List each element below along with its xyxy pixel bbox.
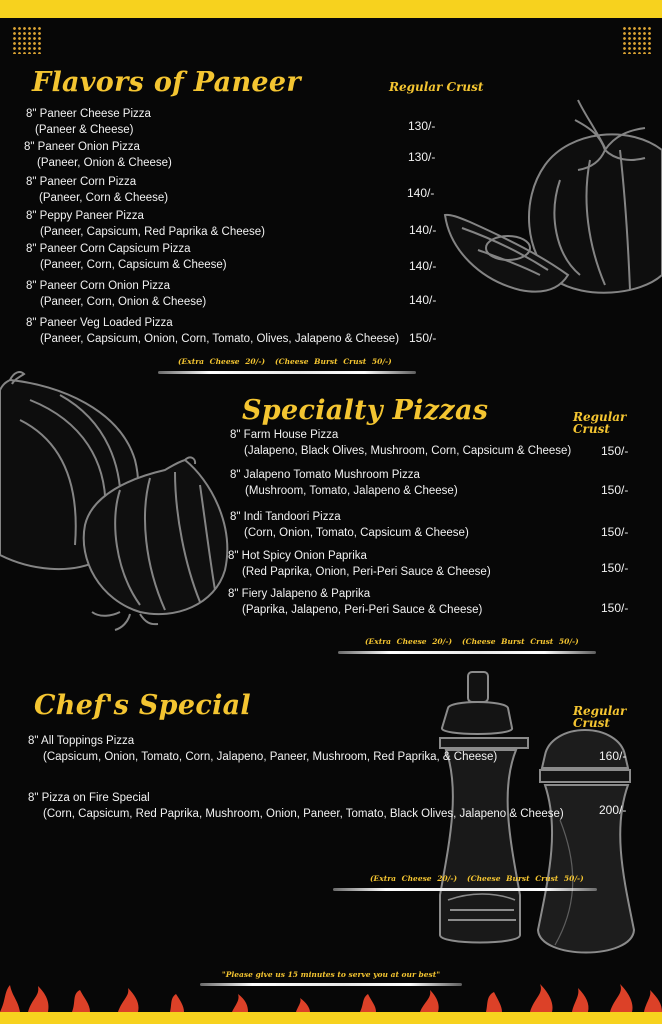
section-title-flavors-of-paneer: Flavors of Paneer [32, 67, 301, 98]
item-name: 8" Paneer Corn Pizza [26, 176, 137, 188]
item-price: 140/- [407, 186, 435, 200]
item-name: 8" Jalapeno Tomato Mushroom Pizza [230, 469, 420, 481]
cheese-burst-note: (Cheese Burst Crust 50/-) [275, 357, 392, 366]
item-price: 140/- [409, 259, 437, 273]
item-description: (Paprika, Jalapeno, Peri-Peri Sauce & Cheese) [242, 604, 483, 616]
item-price: 200/- [599, 803, 627, 817]
item-name: 8" Paneer Veg Loaded Pizza [26, 317, 173, 329]
item-price: 130/- [408, 150, 436, 164]
item-name: 8" Paneer Corn Capsicum Pizza [26, 243, 191, 255]
extra-cheese-note: (Extra Cheese 20/-) [365, 637, 453, 646]
item-name: 8" All Toppings Pizza [28, 735, 135, 747]
item-description: (Paneer, Corn, Capsicum & Cheese) [40, 259, 227, 271]
cheese-burst-note: (Cheese Burst Crust 50/-) [467, 874, 584, 883]
item-price: 140/- [409, 223, 437, 237]
item-price: 130/- [408, 119, 436, 133]
section-title-specialty-pizzas: Specialty Pizzas [242, 395, 489, 426]
item-price: 150/- [601, 483, 629, 497]
crust-label: Regular Crust [573, 410, 627, 436]
item-price: 150/- [601, 601, 629, 615]
item-description: (Corn, Capsicum, Red Paprika, Mushroom, Onion, Paneer, Tomato, Black Olives, Jalapeno & Cheese) [43, 808, 564, 820]
item-name: 8" Farm House Pizza [230, 429, 339, 441]
extra-cheese-note: (Extra Cheese 20/-) [178, 357, 266, 366]
item-description: (Corn, Onion, Tomato, Capsicum & Cheese) [244, 527, 469, 539]
item-price: 150/- [601, 444, 629, 458]
item-name: 8" Hot Spicy Onion Paprika [228, 550, 367, 562]
item-name: 8" Paneer Corn Onion Pizza [26, 280, 171, 292]
cheese-burst-note: (Cheese Burst Crust 50/-) [462, 637, 579, 646]
item-price: 150/- [601, 561, 629, 575]
item-description: (Paneer, Capsicum, Onion, Corn, Tomato, Olives, Jalapeno & Cheese) [40, 333, 400, 345]
item-description: (Paneer, Corn & Cheese) [39, 192, 169, 204]
item-price: 150/- [409, 331, 437, 345]
item-description: (Paneer, Corn, Onion & Cheese) [40, 296, 207, 308]
item-price: 160/- [599, 749, 627, 763]
item-name: 8" Paneer Cheese Pizza [26, 108, 151, 120]
item-price: 150/- [601, 525, 629, 539]
item-description: (Paneer, Onion & Cheese) [37, 157, 172, 169]
crust-label: Regular Crust [573, 704, 627, 730]
item-description: (Paneer, Capsicum, Red Paprika & Cheese) [40, 226, 265, 238]
item-description: (Capsicum, Onion, Tomato, Corn, Jalapeno, Paneer, Mushroom, Red Paprika, & Cheese) [43, 751, 498, 763]
item-description: (Jalapeno, Black Olives, Mushroom, Corn, Capsicum & Cheese) [244, 445, 572, 457]
item-name: 8" Pizza on Fire Special [28, 792, 150, 804]
item-name: 8" Peppy Paneer Pizza [26, 210, 144, 222]
item-description: (Paneer & Cheese) [35, 124, 134, 136]
item-name: 8" Paneer Onion Pizza [24, 141, 140, 153]
item-description: (Mushroom, Tomato, Jalapeno & Cheese) [245, 485, 458, 497]
item-name: 8" Fiery Jalapeno & Paprika [228, 588, 371, 600]
bottom-yellow-band [0, 1012, 662, 1024]
extra-cheese-note: (Extra Cheese 20/-) [370, 874, 458, 883]
item-description: (Red Paprika, Onion, Peri-Peri Sauce & Cheese) [242, 566, 491, 578]
section-title-chefs-special: Chef's Special [34, 690, 251, 721]
footer-note: "Please give us 15 minutes to serve you at our best" [221, 970, 441, 979]
crust-label: Regular Crust [389, 80, 484, 94]
item-name: 8" Indi Tandoori Pizza [230, 511, 341, 523]
item-price: 140/- [409, 293, 437, 307]
